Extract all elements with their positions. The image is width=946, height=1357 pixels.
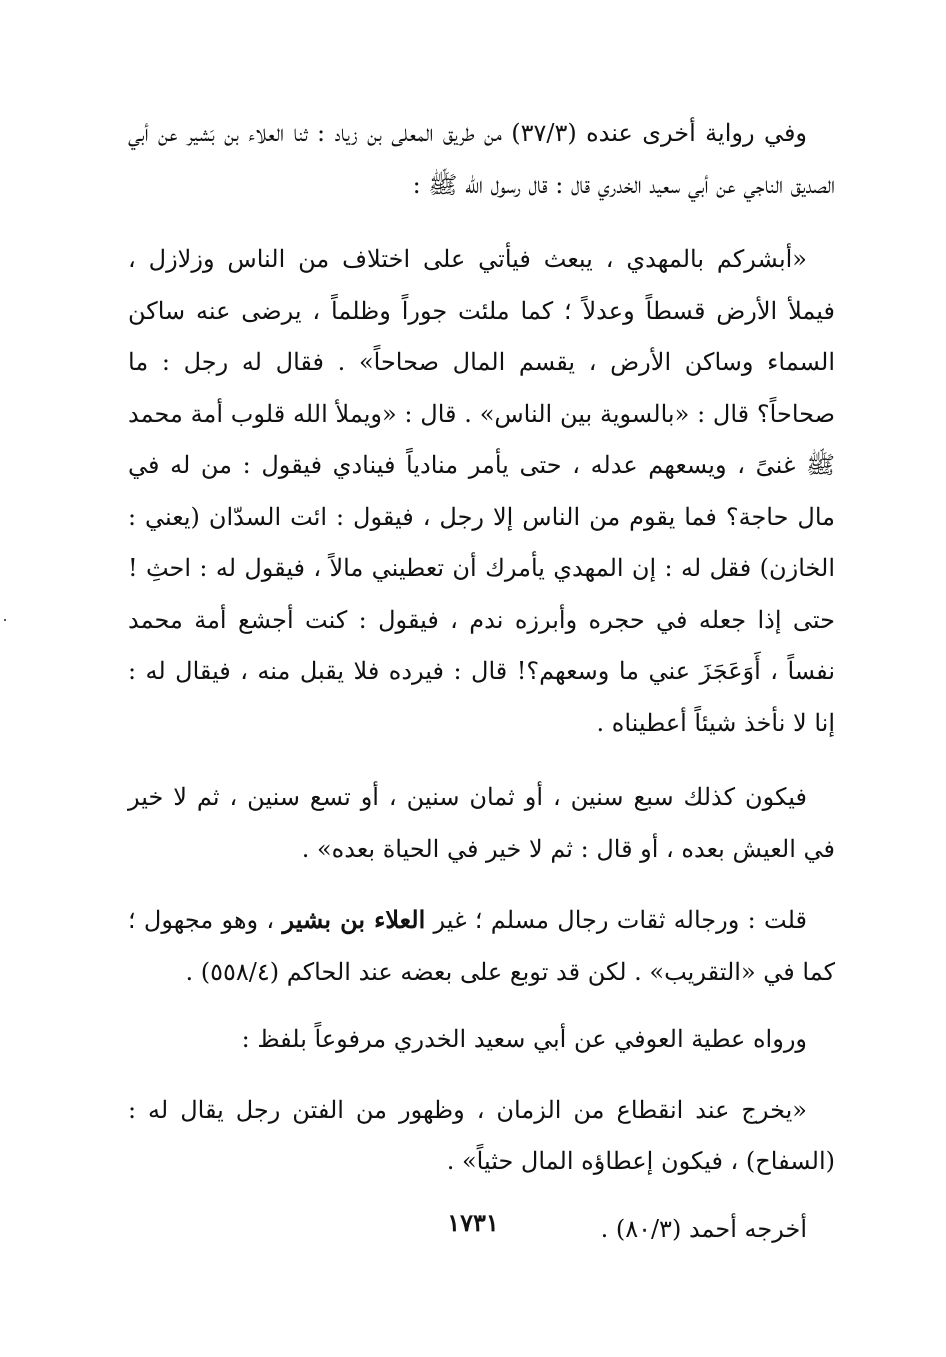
- paragraph-hadith-end: [128, 772, 835, 875]
- page-number: ١٧٣١: [447, 1208, 499, 1237]
- text-run: وفي رواية أخرى عنده (٣٧/٣) من طريق المعلى بن زياد : ثنا العلاء بن بَشير عن أبي الصديق الناجي عن أبي سعيد الخدري قال : قال رسول الله ﷺ :: [128, 119, 835, 199]
- paragraph-commentary: [128, 894, 835, 998]
- body-text: [128, 108, 835, 1255]
- margin-mark: [4, 619, 6, 621]
- text-run: «يخرج عند انقطاع من الزمان ، وظهور من الفتن رجل يقال له : (السفاح) ، فيكون إعطاؤه المال حثياً» .: [128, 1095, 835, 1175]
- text-run: ورواه عطية العوفي عن أبي سعيد الخدري مرفوعاً بلفظ :: [241, 1025, 807, 1053]
- paragraph-second-hadith: [128, 1085, 835, 1188]
- paragraph-alternate-narration: [128, 1014, 835, 1066]
- bold-name: العلاء بن بشير: [282, 905, 426, 934]
- paragraph-narration: [128, 108, 835, 211]
- text-run: قلت : ورجاله ثقات رجال مسلم ؛ غير: [425, 906, 807, 934]
- text-run: ، وهو مجهول ؛ كما في «التقريب» . لكن قد توبع على بعضه عند الحاكم (٥٥٨/٤) .: [128, 906, 835, 986]
- paragraph-hadith: [128, 234, 835, 749]
- text-run: «أبشركم بالمهدي ، يبعث فيأتي على اختلاف من الناس وزلازل ، فيملأ الأرض قسطاً وعدلاً ؛ كما ملئت جوراً وظلماً ، يرضى عنه ساكن السماء وساكن الأرض ، يقسم المال صحاحاً» . فقال له رجل : ما صحاحاً؟ قال : «بالسوية بين الناس» . قال : «ويملأ الله قلوب أمة محمد ﷺ غنىً ، ويسعهم عدله ، حتى يأمر منادياً فينادي فيقول : من له في مال حاجة؟ فما يقوم من الناس إلا رجل ، فيقول : ائت السدّان (يعني : الخازن) فقل له : إن المهدي يأمرك أن تعطيني مالاً ، فيقول له : احثِ ! حتى إذا جعله في حجره وأبرزه ندم ، فيقول : كنت أجشع أمة محمد نفساً ، أَوَعَجَزَ عني ما وسعهم؟! قال : فيرده فلا يقبل منه ، فيقال له : إنا لا نأخذ شيئاً أعطيناه .: [128, 245, 835, 737]
- text-run: فيكون كذلك سبع سنين ، أو ثمان سنين ، أو تسع سنين ، ثم لا خير في العيش بعده ، أو قال : ثم لا خير في الحياة بعده» .: [128, 783, 835, 863]
- text-run: أخرجه أحمد (٨٠/٣) .: [600, 1214, 807, 1243]
